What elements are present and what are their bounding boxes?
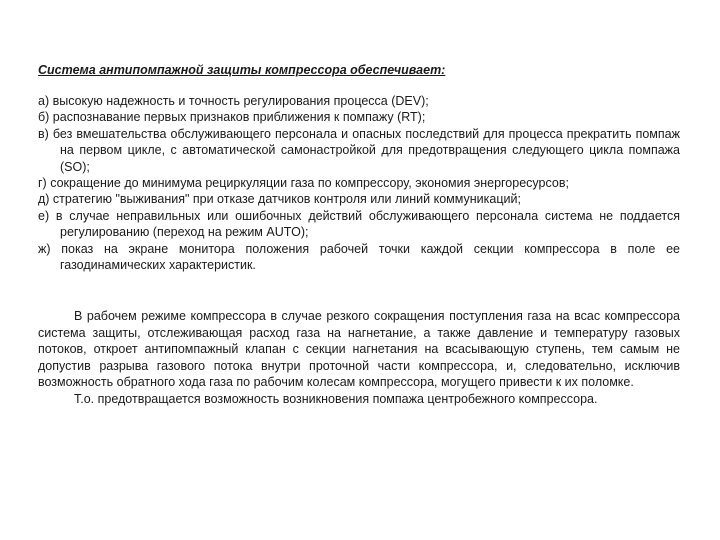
list-item-v: в) без вмешательства обслуживающего персонала и опасных последствий для процесса прекратить помпаж на первом цикле, с автоматической самонастройкой для предотвращения следующего цикла помпажа (SO); — [38, 126, 680, 174]
slide-content — [38, 62, 680, 407]
list-item-b: б) распознавание первых признаков приближения к помпажу (RT); — [38, 110, 426, 125]
slide-heading: Система антипомпажной защиты компрессора обеспечивает: — [38, 63, 446, 77]
body-text — [38, 308, 680, 406]
paragraph-operating-mode: В рабочем режиме компрессора в случае резкого сокращения поступления газа на всас компрессора система защиты, отслеживающая расход газа на нагнетание, а также давление и температуру газовых потоков, откроет антипомпажный клапан с секции нагнетания на всасывающую ступень, тем самым не допустив разрыва газового потока внутри проточной части компрессора, и, следовательно, исключив возможность обратного хода газа по рабочим колесам компрессора, могущего привести к их поломке. — [38, 309, 680, 390]
paragraph-conclusion: Т.о. предотвращается возможность возникновения помпажа центробежного компрессора. — [74, 391, 598, 406]
list-item-g: г) сокращение до минимума рециркуляции газа по компрессору, экономия энергоресурсов; — [38, 176, 569, 191]
list-item-a: а) высокую надежность и точность регулирования процесса (DEV); — [38, 94, 429, 108]
list-item-zh: ж) показ на экране монитора положения рабочей точки каждой секции компрессора в поле ее газодинамических характеристик. — [38, 241, 680, 273]
list-item-d: д) стратегию "выживания" при отказе датчиков контроля или линий коммуникаций; — [38, 192, 521, 207]
features-list — [38, 93, 680, 273]
list-item-e: е) в случае неправильных или ошибочных действий обслуживающего персонала система не поддается регулированию (переход на режим AUTO); — [38, 208, 680, 240]
